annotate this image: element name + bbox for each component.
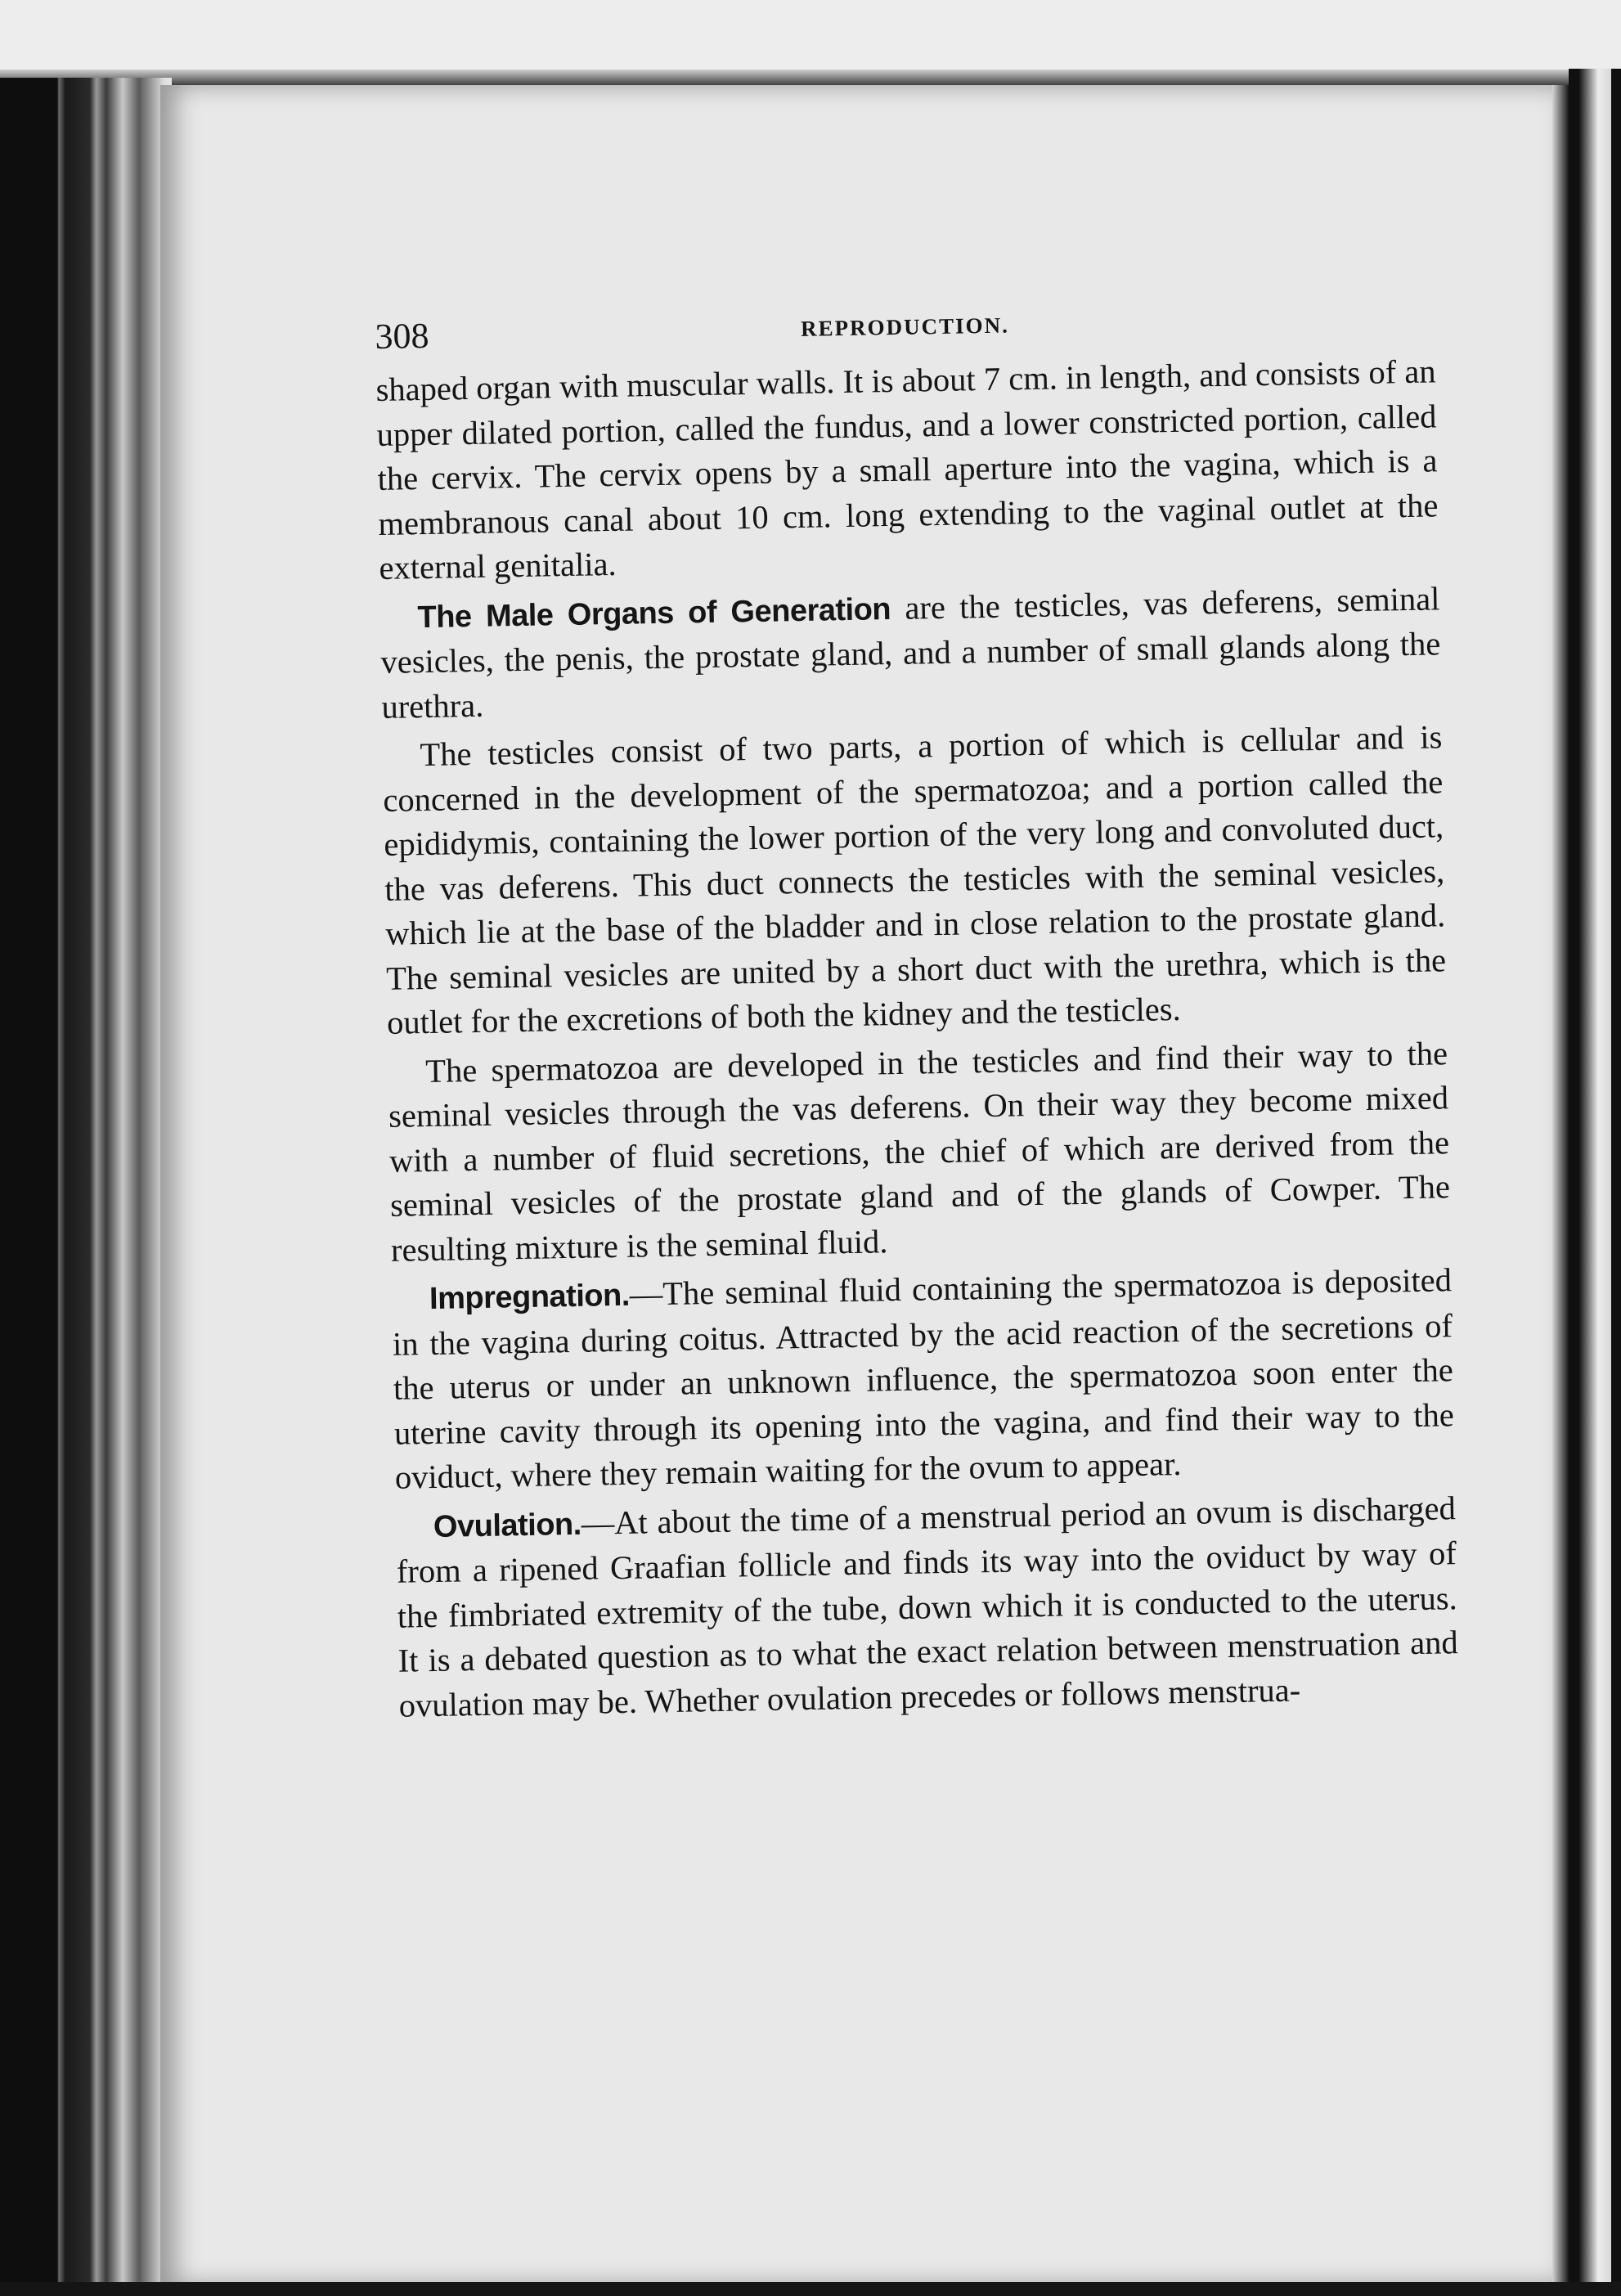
paragraph-male-organs: [379, 577, 1442, 730]
paragraph-ovulation: [395, 1486, 1459, 1728]
run-in-heading: The Male Organs of Generation: [417, 591, 891, 635]
paragraph-text: —At about the time of a menstrual period an ovum is discharged from a ripened Graafian follicle and finds its way into the oviduct by way of the fimbriated extremity of the tube, down which it is conducted to the uterus. It is a debated question as to what the exact relation between menstruation and ovulation may be. Whether ovulation precedes or follows menstrua-: [396, 1489, 1459, 1724]
paragraph-impregnation: [392, 1258, 1456, 1500]
scan-bottom-margin: [0, 2282, 1621, 2296]
running-title: REPRODUCTION.: [800, 312, 1010, 341]
paragraph-spermatozoa: [388, 1031, 1452, 1273]
paragraph-testicles: [382, 715, 1447, 1045]
page-number: 308: [375, 315, 429, 357]
book-binding-edge: [0, 78, 172, 2286]
paragraph-uterus-continued: [375, 349, 1439, 591]
page-right-edge: [1552, 85, 1569, 2285]
scan-top-margin: [0, 0, 1621, 78]
page-content: [375, 292, 1459, 1728]
paragraph-text: The spermatozoa are developed in the testicles and find their way to the seminal vesicles through the vas deferens. On their way they become mixed with a number of fluid secretions, the chief of which are derived from the seminal vesicles of the prostate gland and of the glands of Cowper. The resulting mixture is the seminal fluid.: [388, 1034, 1451, 1269]
paragraph-text: —The seminal fluid containing the spermatozoa is deposited in the vagina during coitus. Attracted by the acid reaction of the secretions of the uterus or under an unknown influence, the spermatozoa soon enter the uterine cavity through its opening into the vagina, and find their way to the oviduct, where they remain waiting for the ovum to appear.: [392, 1261, 1455, 1496]
paragraph-text: are the testicles, vas deferens, seminal vesicles, the penis, the prostate gland, and a number of small glands along the urethra.: [380, 579, 1441, 726]
run-in-heading: Ovulation.: [433, 1507, 582, 1544]
paragraph-text: The testicles consist of two parts, a portion of which is cellular and is concerned in the development of the spermatozoa; and a portion called the epididymis, containing the lower portion of the very long and convoluted duct, the vas deferens. This duct connects the testicles with the seminal vesicles, which lie at the base of the bladder and in close relation to the prostate gland. The seminal vesicles are united by a short duct with the urethra, which is the outlet for the excretions of both the kidney and the testicles.: [383, 718, 1447, 1041]
paragraph-text: shaped organ with muscular walls. It is about 7 cm. in length, and consists of an upper dilated portion, called the fundus, and a lower constricted portion, called the cervix. The cervix opens by a small aperture into the vagina, which is a membranous canal about 10 cm. long extending to the vaginal outlet at the external genitalia.: [375, 353, 1439, 586]
facing-page-edge: [1578, 69, 1611, 2285]
run-in-heading: Impregnation.: [429, 1278, 631, 1317]
